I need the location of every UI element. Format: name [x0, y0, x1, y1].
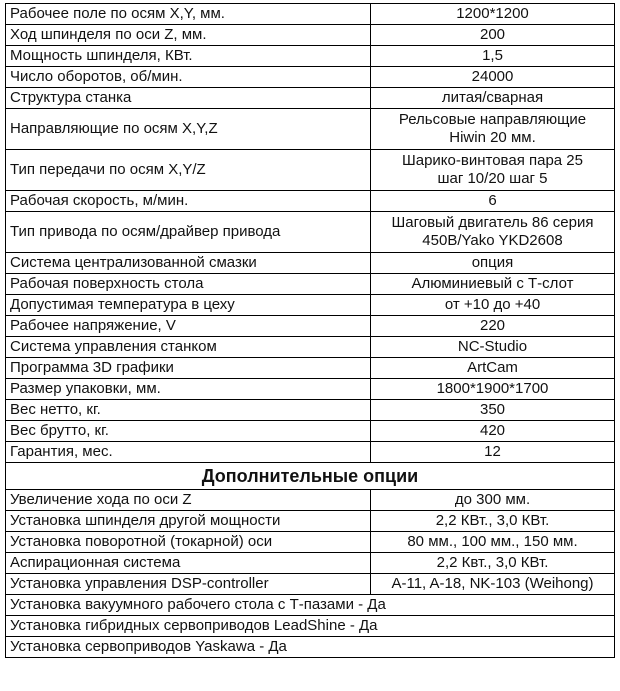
table-row	[6, 400, 615, 421]
spec-value-line: Hiwin 20 мм.	[449, 129, 536, 146]
spec-value: ArtCam	[371, 358, 615, 379]
spec-label: Программа 3D графики	[6, 358, 371, 379]
spec-value	[371, 150, 615, 191]
table-row	[6, 358, 615, 379]
spec-label: Система управления станком	[6, 337, 371, 358]
spec-label: Рабочее поле по осям X,Y, мм.	[6, 4, 371, 25]
option-label: Установка управления DSP-controller	[6, 574, 371, 595]
table-row	[6, 295, 615, 316]
table-row	[6, 421, 615, 442]
table-row	[6, 574, 615, 595]
spec-label: Гарантия, мес.	[6, 442, 371, 463]
spec-value-line: Рельсовые направляющие	[398, 111, 587, 128]
spec-value-line: 450B/Yako YKD2608	[422, 232, 563, 249]
spec-label: Ход шпинделя по оси Z, мм.	[6, 25, 371, 46]
spec-label: Вес брутто, кг.	[6, 421, 371, 442]
spec-value: 420	[371, 421, 615, 442]
spec-label: Направляющие по осям X,Y,Z	[6, 109, 371, 150]
option-note: Установка сервоприводов Yaskawa - Да	[6, 637, 615, 658]
spec-value: Алюминиевый с Т-слот	[371, 274, 615, 295]
table-row	[6, 150, 615, 191]
spec-value-line: Шаговый двигатель 86 серия	[391, 214, 594, 231]
spec-label: Тип передачи по осям X,Y/Z	[6, 150, 371, 191]
spec-label: Вес нетто, кг.	[6, 400, 371, 421]
option-label: Установка поворотной (токарной) оси	[6, 532, 371, 553]
spec-value: 24000	[371, 67, 615, 88]
spec-label: Размер упаковки, мм.	[6, 379, 371, 400]
options-heading-row	[6, 463, 615, 490]
spec-label: Мощность шпинделя, КВт.	[6, 46, 371, 67]
spec-value: опция	[371, 253, 615, 274]
table-row	[6, 25, 615, 46]
option-value: 2,2 Квт., 3,0 КВт.	[371, 553, 615, 574]
spec-value: 1,5	[371, 46, 615, 67]
options-heading: Дополнительные опции	[6, 463, 615, 490]
option-value: A-11, A-18, NK-103 (Weihong)	[371, 574, 615, 595]
spec-value: литая/сварная	[371, 88, 615, 109]
spec-value: 6	[371, 191, 615, 212]
spec-value: 1200*1200	[371, 4, 615, 25]
spec-value: 1800*1900*1700	[371, 379, 615, 400]
table-row	[6, 88, 615, 109]
spec-value: NC-Studio	[371, 337, 615, 358]
table-row	[6, 442, 615, 463]
spec-value: 200	[371, 25, 615, 46]
option-label: Аспирационная система	[6, 553, 371, 574]
option-note: Установка гибридных сервоприводов LeadShine - Да	[6, 616, 615, 637]
table-row	[6, 212, 615, 253]
table-row	[6, 511, 615, 532]
table-row	[6, 191, 615, 212]
table-row	[6, 595, 615, 616]
spec-value: 12	[371, 442, 615, 463]
table-row	[6, 379, 615, 400]
spec-value: 220	[371, 316, 615, 337]
spec-label: Рабочая поверхность стола	[6, 274, 371, 295]
table-row	[6, 46, 615, 67]
spec-label: Структура станка	[6, 88, 371, 109]
spec-value	[371, 212, 615, 253]
table-row	[6, 637, 615, 658]
spec-label: Тип привода по осям/драйвер привода	[6, 212, 371, 253]
table-row	[6, 253, 615, 274]
spec-value-line: Шарико-винтовая пара 25	[402, 152, 583, 169]
option-value: 80 мм., 100 мм., 150 мм.	[371, 532, 615, 553]
spec-value: 350	[371, 400, 615, 421]
table-row	[6, 532, 615, 553]
option-label: Установка шпинделя другой мощности	[6, 511, 371, 532]
spec-label: Рабочая скорость, м/мин.	[6, 191, 371, 212]
option-note: Установка вакуумного рабочего стола с Т-пазами - Да	[6, 595, 615, 616]
spec-value: от +10 до +40	[371, 295, 615, 316]
spec-value	[371, 109, 615, 150]
table-row	[6, 490, 615, 511]
table-row	[6, 316, 615, 337]
option-value: 2,2 КВт., 3,0 КВт.	[371, 511, 615, 532]
spec-label: Допустимая температура в цеху	[6, 295, 371, 316]
spec-label: Система централизованной смазки	[6, 253, 371, 274]
spec-table	[5, 3, 615, 658]
table-row	[6, 67, 615, 88]
spec-label: Рабочее напряжение, V	[6, 316, 371, 337]
spec-value-line: шаг 10/20 шаг 5	[437, 170, 548, 187]
option-value: до 300 мм.	[371, 490, 615, 511]
spec-label: Число оборотов, об/мин.	[6, 67, 371, 88]
table-row	[6, 337, 615, 358]
table-row	[6, 616, 615, 637]
table-row	[6, 274, 615, 295]
table-row	[6, 4, 615, 25]
table-row	[6, 109, 615, 150]
option-label: Увеличение хода по оси Z	[6, 490, 371, 511]
table-row	[6, 553, 615, 574]
